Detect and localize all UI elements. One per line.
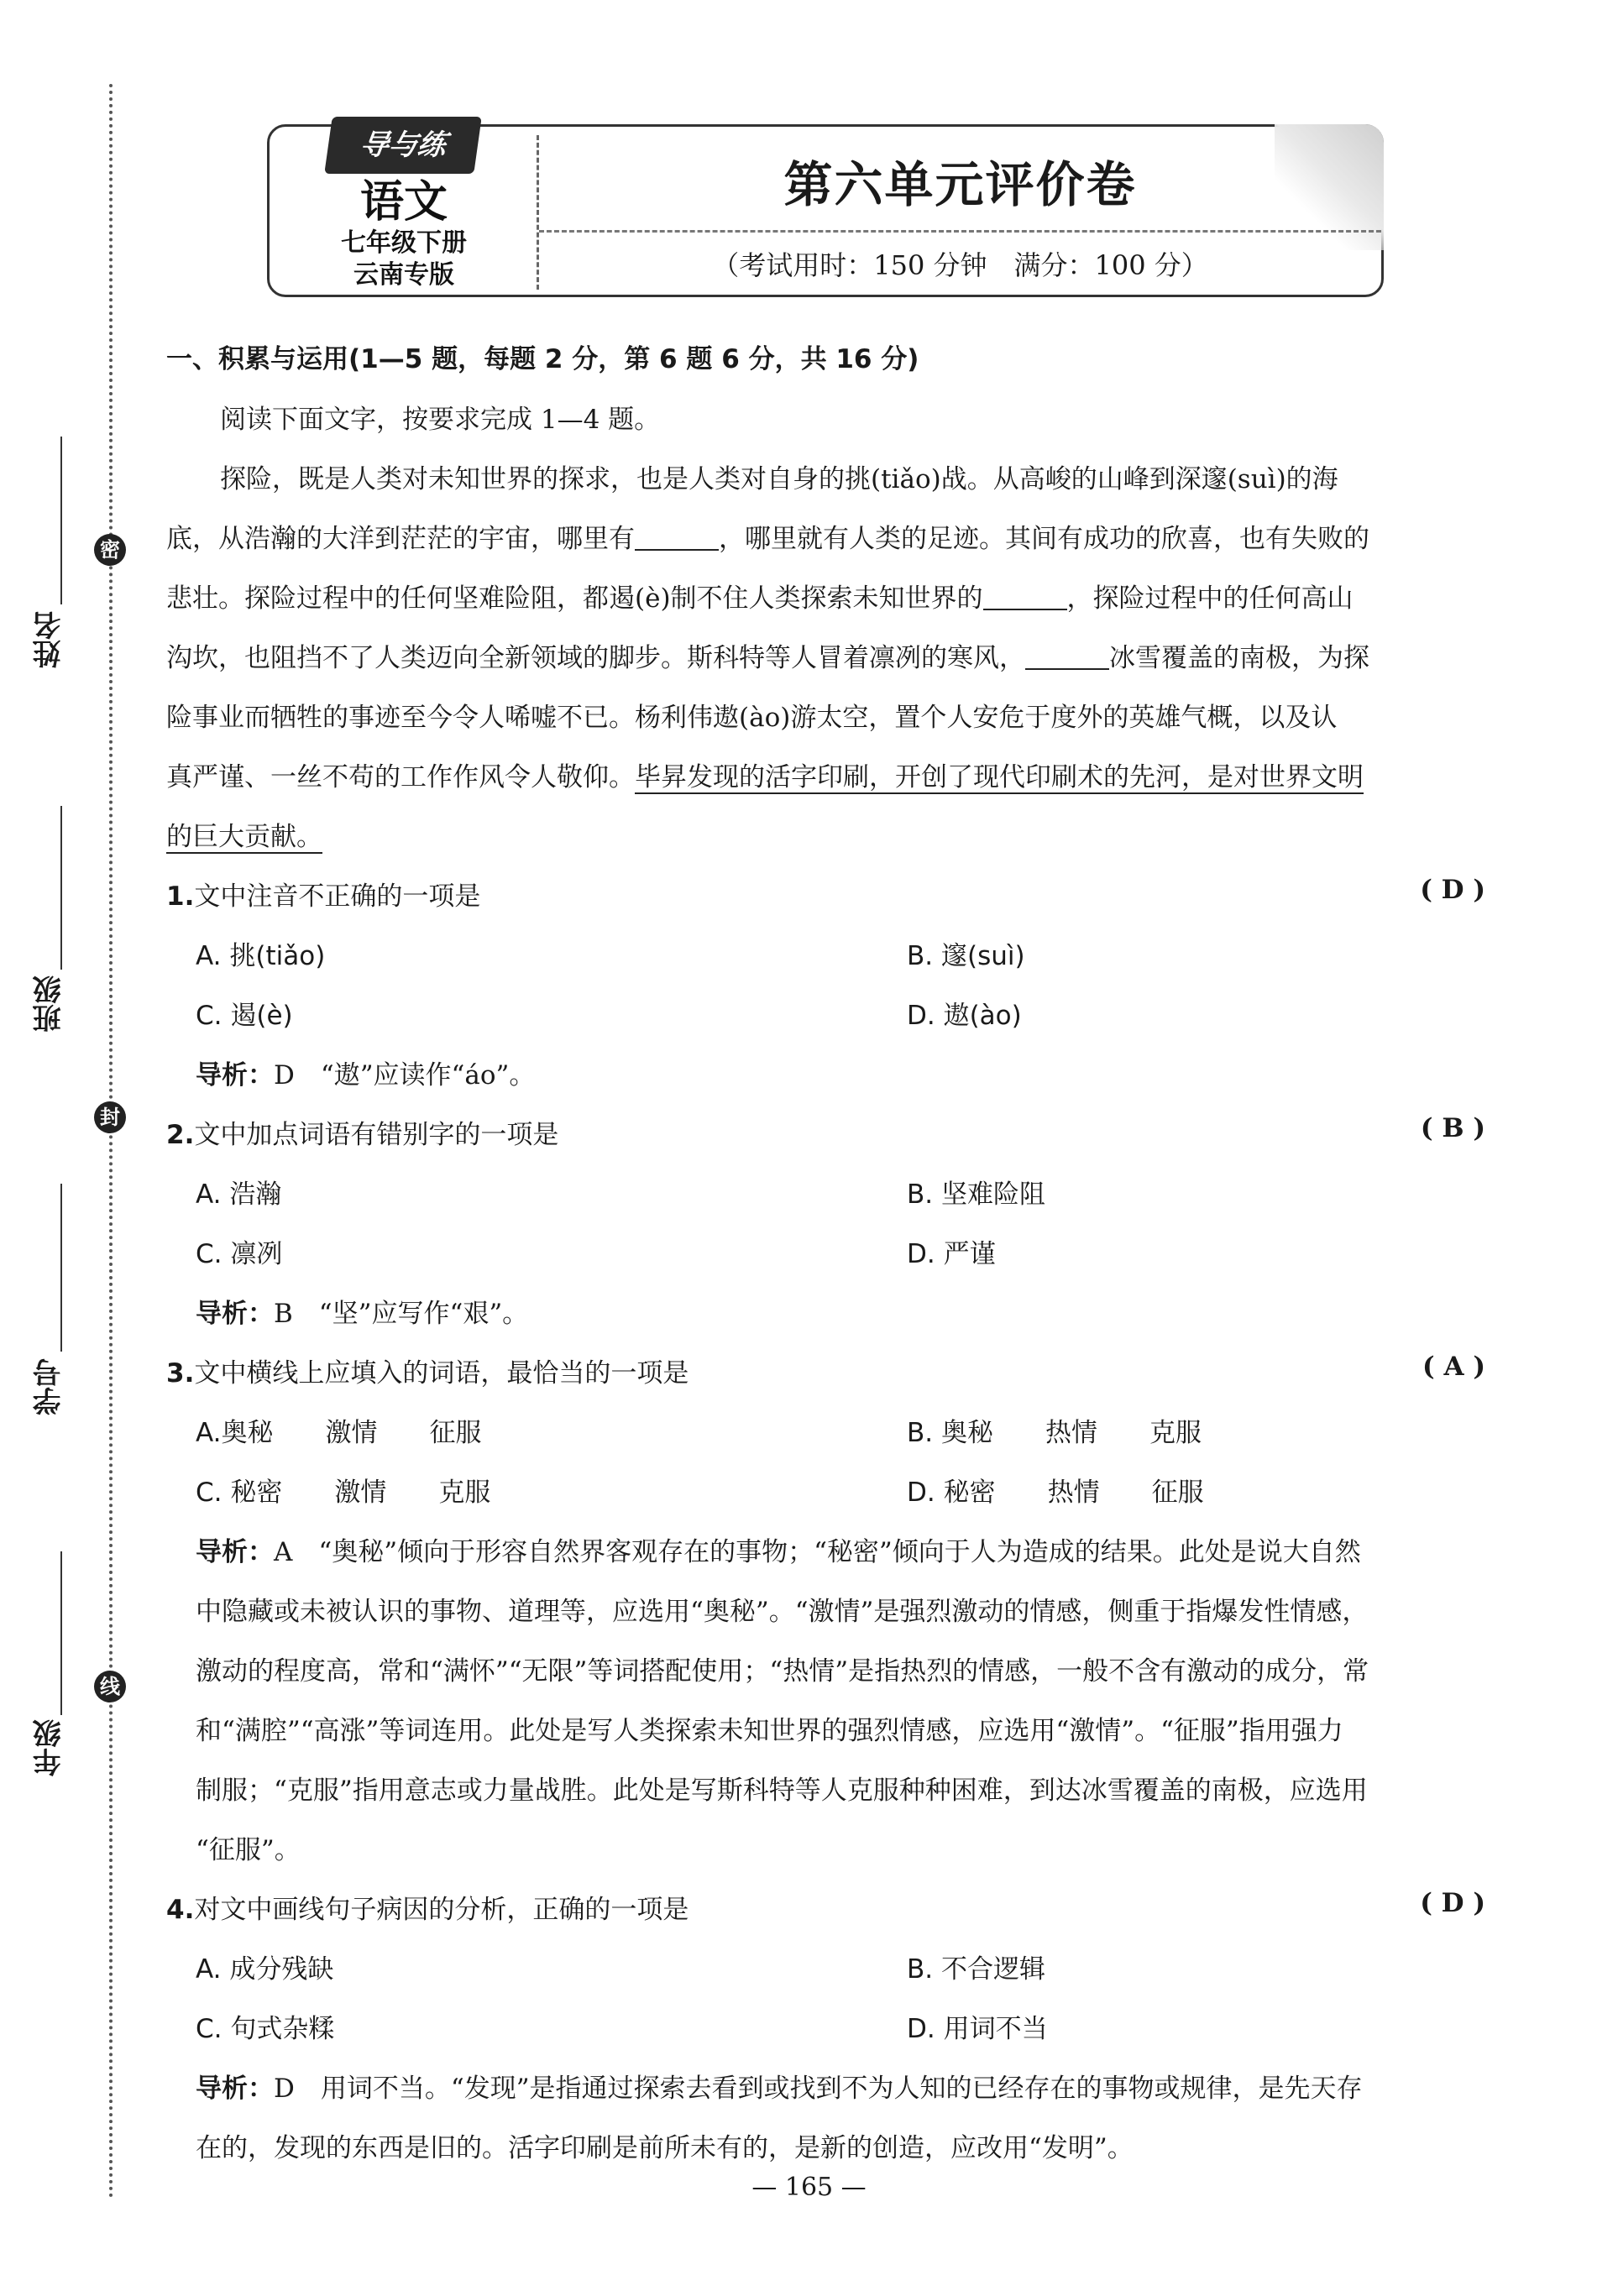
analysis-line: 在的，发现的东西是旧的。活字印刷是前所未有的，是新的创造，应改用“发明”。 xyxy=(196,2133,1134,2163)
analysis-text: D 用词不当。“发现”是指通过探索去看到或找到不为人知的已经存在的事物或规律，是先天存 xyxy=(274,2074,1363,2104)
seal-mi: 密 xyxy=(94,534,126,566)
analysis-line: 激动的程度高，常和“满怀”“无限”等词搭配使用；“热情”是指热烈的情感，一般不含有激动的成分，常 xyxy=(196,1656,1369,1687)
grade-text: 七年级下册 xyxy=(341,228,467,258)
option-c[interactable]: C. 遏(è) xyxy=(196,1001,293,1031)
class-field xyxy=(24,975,74,1036)
page-number: — 165 — xyxy=(751,2173,867,2202)
question-number: 3. xyxy=(166,1358,195,1389)
passage-text: ，探险过程中的任何高山 xyxy=(1066,583,1354,614)
question-4-stem xyxy=(166,1888,689,1926)
option-a[interactable]: A. 成分残缺 xyxy=(196,1954,334,1985)
option-c[interactable]: C. 秘密 激情 克服 xyxy=(196,1477,491,1508)
binding-dotted-line xyxy=(109,84,113,2199)
question-number: 1. xyxy=(166,881,195,912)
question-text: 文中注音不正确的一项是 xyxy=(194,881,481,912)
question-number: 2. xyxy=(166,1120,195,1150)
option-b[interactable]: B. 不合逻辑 xyxy=(907,1954,1045,1985)
analysis-label: 导析： xyxy=(196,1299,274,1329)
student-id-field xyxy=(24,1358,74,1419)
analysis-text: D “遨”应读作“áo”。 xyxy=(274,1060,536,1090)
question-4-answer: ( D ) xyxy=(1420,1888,1485,1918)
option-d[interactable]: D. 严谨 xyxy=(907,1239,996,1269)
seal-feng: 封 xyxy=(94,1101,126,1133)
analysis-label: 导析： xyxy=(196,2074,274,2104)
student-id-blank[interactable] xyxy=(60,1184,62,1352)
question-1-stem xyxy=(166,875,480,913)
analysis-line: 制服；“克服”指用意志或力量战胜。此处是写斯科特等人克服种种困难，到达冰雪覆盖的南极，应选用 xyxy=(196,1776,1368,1806)
analysis-line: 和“满腔”“高涨”等词连用。此处是写人类探索未知世界的强烈情感，应选用“激情”。“征服”指用强力 xyxy=(196,1716,1343,1746)
reading-instruction: 阅读下面文字，按要求完成 1—4 题。 xyxy=(220,405,661,435)
header-divider-horizontal xyxy=(539,230,1381,233)
passage-text: ，哪里就有人类的足迹。其间有成功的欣喜，也有失败的 xyxy=(719,524,1369,554)
class-blank[interactable] xyxy=(60,806,62,970)
passage-text: 沟坎，也阻挡不了人类迈向全新领域的脚步。斯科特等人冒着凛冽的寒风， xyxy=(166,643,1025,673)
question-text: 文中加点词语有错别字的一项是 xyxy=(194,1120,559,1150)
analysis-label: 导析： xyxy=(196,1060,274,1090)
fill-blank-3[interactable] xyxy=(1025,642,1109,670)
analysis-label: 导析： xyxy=(196,1537,274,1567)
question-1-analysis xyxy=(196,1054,535,1091)
subject-block xyxy=(328,177,479,291)
brand-logo: 导与练 xyxy=(324,117,482,174)
passage-line: 探险，既是人类对未知世界的探求，也是人类对自身的挑(tiǎo)战。从高峻的山峰到深邃(suì)的海 xyxy=(220,464,1338,494)
underlined-sentence-end: 的巨大贡献。 xyxy=(166,822,322,852)
name-blank[interactable] xyxy=(60,437,62,604)
subject-name: 语文 xyxy=(359,177,448,228)
question-2-answer: ( B ) xyxy=(1420,1113,1485,1143)
edition-text: 云南专版 xyxy=(353,260,454,290)
option-b[interactable]: B. 邃(suì) xyxy=(907,941,1025,971)
fill-blank-2[interactable] xyxy=(983,583,1067,610)
passage-text: 悲壮。探险过程中的任何坚难险阻，都遏(è)制不住人类探索未知世界的 xyxy=(166,583,983,614)
question-number: 4. xyxy=(166,1895,195,1925)
option-c[interactable]: C. 句式杂糅 xyxy=(196,2014,335,2044)
grade-label: 年级 xyxy=(32,1719,66,1776)
passage-line: 险事业而牺牲的事迹至今令人唏嘘不已。杨利伟遨(ào)游太空，置个人安危于度外的英雄气概，以及认 xyxy=(166,703,1338,733)
passage-text: 冰雪覆盖的南极，为探 xyxy=(1109,643,1369,673)
analysis-line: 中隐藏或未被认识的事物、道理等，应选用“奥秘”。“激情”是强烈激动的情感，侧重于指爆发性情感， xyxy=(196,1597,1369,1627)
fill-blank-1[interactable] xyxy=(635,523,719,551)
passage-text: 底，从浩瀚的大洋到茫茫的宇宙，哪里有 xyxy=(166,524,635,554)
seal-xian: 线 xyxy=(94,1671,126,1702)
question-3-stem xyxy=(166,1352,689,1389)
grade-blank[interactable] xyxy=(60,1551,62,1715)
analysis-line: “征服”。 xyxy=(196,1835,301,1865)
underlined-sentence: 毕昇发现的活字印刷，开创了现代印刷术的先河，是对世界文明 xyxy=(635,762,1364,792)
question-1-answer: ( D ) xyxy=(1420,875,1485,905)
passage-text: 真严谨、一丝不苟的工作作风令人敬仰。 xyxy=(166,762,635,792)
class-label: 班级 xyxy=(32,975,66,1033)
option-b[interactable]: B. 奥秘 热情 克服 xyxy=(907,1418,1202,1448)
option-d[interactable]: D. 遨(ào) xyxy=(907,1001,1022,1031)
option-c[interactable]: C. 凛冽 xyxy=(196,1239,283,1269)
question-3-answer: ( A ) xyxy=(1422,1352,1485,1382)
question-text: 对文中画线句子病因的分析，正确的一项是 xyxy=(194,1895,689,1925)
analysis-text: B “坚”应写作“艰”。 xyxy=(274,1299,529,1329)
passage-line xyxy=(166,577,1354,615)
option-a[interactable]: A. 浩瀚 xyxy=(196,1179,282,1210)
option-b[interactable]: B. 坚难险阻 xyxy=(907,1179,1045,1210)
exam-header xyxy=(267,124,1384,297)
exam-meta: （考试用时：150 分钟 满分：100 分） xyxy=(712,249,1208,281)
question-3-analysis xyxy=(196,1530,1361,1568)
question-2-stem xyxy=(166,1113,558,1151)
exam-title: 第六单元评价卷 xyxy=(783,156,1137,213)
student-id-label: 学号 xyxy=(32,1358,66,1415)
question-text: 文中横线上应填入的词语，最恰当的一项是 xyxy=(194,1358,689,1389)
question-2-analysis xyxy=(196,1292,528,1330)
option-a[interactable]: A.奥秘 激情 征服 xyxy=(196,1418,482,1448)
section-title: 一、积累与运用(1—5 题，每题 2 分，第 6 题 6 分，共 16 分) xyxy=(166,344,919,374)
passage-line xyxy=(166,517,1369,555)
question-4-analysis xyxy=(196,2067,1363,2105)
option-d[interactable]: D. 秘密 热情 征服 xyxy=(907,1477,1204,1508)
passage-line xyxy=(166,636,1369,674)
name-field xyxy=(24,611,74,672)
option-d[interactable]: D. 用词不当 xyxy=(907,2014,1048,2044)
name-label: 姓名 xyxy=(32,611,66,668)
option-a[interactable]: A. 挑(tiǎo) xyxy=(196,941,326,971)
grade-field xyxy=(24,1719,74,1780)
passage-line xyxy=(166,815,322,853)
analysis-text: A “奥秘”倾向于形容自然界客观存在的事物；“秘密”倾向于人为造成的结果。此处是说大自然 xyxy=(274,1537,1361,1567)
passage-line xyxy=(166,756,1364,793)
